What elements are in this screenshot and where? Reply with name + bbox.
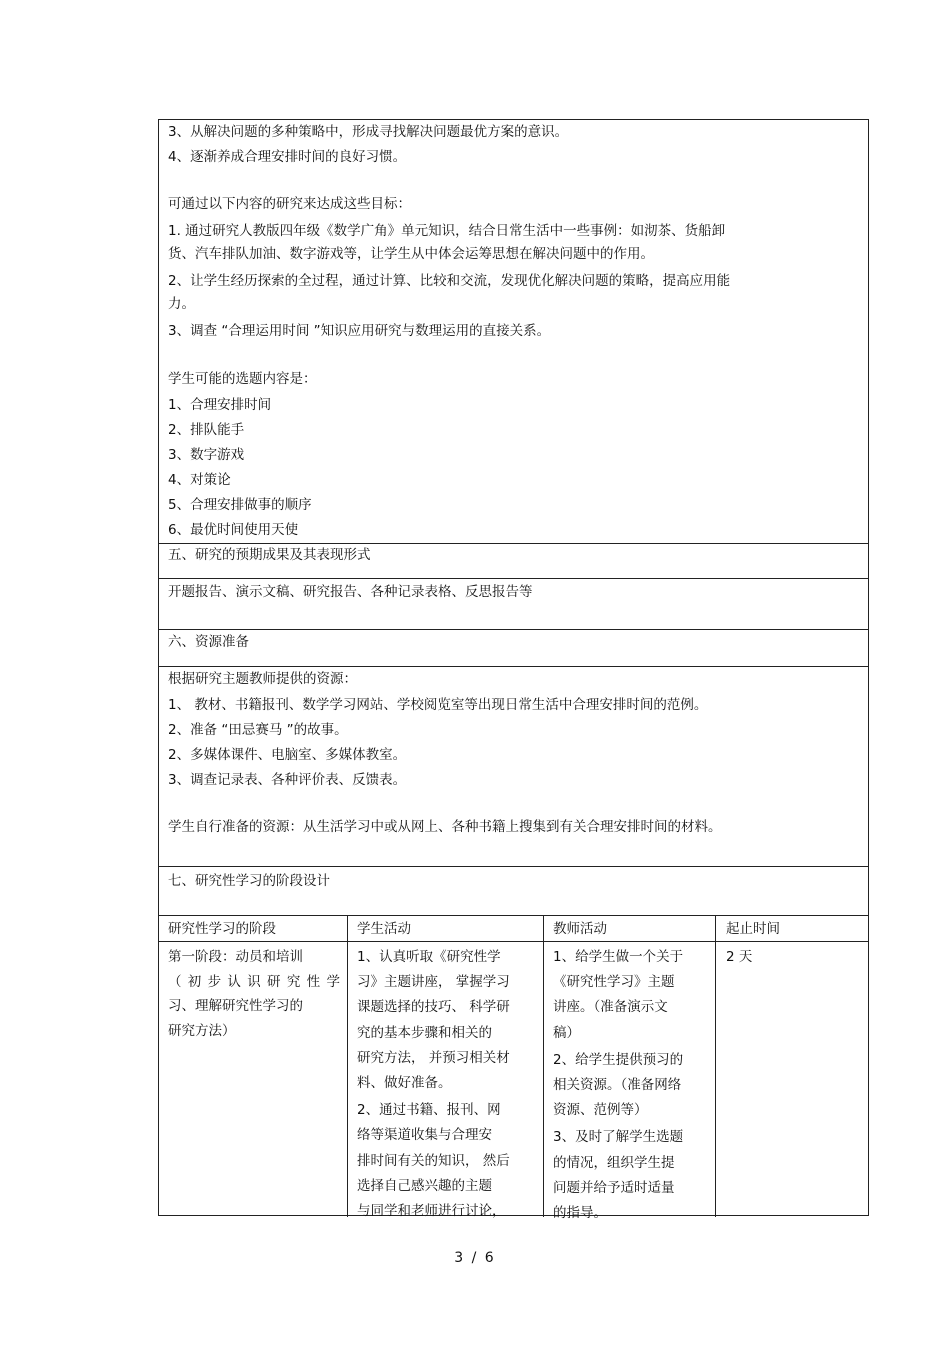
section6-heading: 六、资源准备	[168, 634, 249, 650]
table-header-teacher: 教师活动	[553, 921, 607, 937]
teacher-line: 的指导。	[553, 1205, 607, 1222]
table-header-stage: 研究性学习的阶段	[168, 921, 276, 937]
stage-line: 第一阶段：动员和培训	[168, 949, 303, 965]
student-line: 络等渠道收集与合理安	[357, 1127, 492, 1144]
intro-line: 可通过以下内容的研究来达成这些目标：	[168, 196, 411, 212]
student-line: 习》主题讲座， 掌握学习	[357, 974, 510, 991]
table-header-time: 起止时间	[726, 921, 780, 937]
row-divider	[159, 866, 868, 867]
row-divider	[159, 941, 868, 942]
table-header-student: 学生活动	[357, 921, 411, 937]
student-line: 课题选择的技巧、 科学研	[357, 999, 510, 1016]
section5-heading: 五、研究的预期成果及其表现形式	[168, 547, 371, 563]
column-divider	[347, 915, 348, 1217]
section5-body: 开题报告、演示文稿、研究报告、各种记录表格、反思报告等	[168, 584, 533, 600]
intro-line: 学生可能的选题内容是：	[168, 371, 317, 387]
intro-line: 1. 通过研究人教版四年级《数学广角》单元知识，结合日常生活中一些事例：如沏茶、货船卸	[168, 223, 726, 239]
document-table	[158, 119, 869, 1222]
teacher-line: 2、给学生提供预习的	[553, 1051, 684, 1068]
section6-line: 1、 教材、书籍报刊、数学学习网站、学校阅览室等出现日常生活中合理安排时间的范例。	[168, 697, 708, 713]
student-line: 研究方法， 并预习相关材	[357, 1049, 510, 1066]
student-line: 排时间有关的知识， 然后	[357, 1152, 510, 1169]
intro-line: 4、对策论	[168, 472, 231, 488]
section6-line: 2、准备 “田忌赛马 ”的故事。	[168, 722, 348, 738]
teacher-cell	[553, 945, 711, 1226]
intro-line: 3、数字游戏	[168, 447, 245, 463]
section7-heading: 七、研究性学习的阶段设计	[168, 873, 330, 889]
time-cell: 2 天	[726, 949, 753, 965]
row-divider	[159, 915, 868, 916]
stage-line: 习、理解研究性学习的	[168, 998, 303, 1014]
intro-line: 5、合理安排做事的顺序	[168, 497, 312, 513]
student-line: 与同学和老师进行讨论，	[357, 1203, 506, 1220]
student-line: 料、做好准备。	[357, 1075, 452, 1092]
intro-line: 2、排队能手	[168, 422, 245, 438]
intro-line: 3、从解决问题的多种策略中，形成寻找解决问题最优方案的意识。	[168, 124, 569, 140]
section6-line: 根据研究主题教师提供的资源：	[168, 671, 357, 687]
teacher-line: 的情况，组织学生提	[553, 1154, 675, 1171]
intro-line: 3、调查 “合理运用时间 ”知识应用研究与数理运用的直接关系。	[168, 323, 551, 339]
row-divider	[159, 578, 868, 579]
teacher-line: 讲座。（准备演示文	[553, 999, 668, 1016]
row-divider	[159, 629, 868, 630]
stage-cell	[168, 945, 340, 1043]
student-line: 2、通过书籍、报刊、网	[357, 1102, 501, 1119]
student-line: 究的基本步骤和相关的	[357, 1024, 492, 1041]
student-line: 选择自己感兴趣的主题	[357, 1177, 492, 1194]
student-cell	[357, 945, 539, 1224]
intro-line: 4、逐渐养成合理安排时间的良好习惯。	[168, 149, 407, 165]
teacher-line: 稿）	[553, 1024, 580, 1041]
stage-line: 研究方法）	[168, 1022, 236, 1039]
intro-line: 6、最优时间使用天使	[168, 522, 299, 538]
intro-line: 1、合理安排时间	[168, 397, 272, 413]
teacher-line: 问题并给予适时适量	[553, 1179, 675, 1196]
section6-line: 学生自行准备的资源：从生活学习中或从网上、各种书籍上搜集到有关合理安排时间的材料。	[168, 819, 722, 835]
intro-line: 力。	[168, 296, 195, 312]
teacher-line: 《研究性学习》主题	[553, 974, 675, 991]
column-divider	[543, 915, 544, 1217]
teacher-line: 资源、范例等）	[553, 1102, 648, 1119]
teacher-line: 1、给学生做一个关于	[553, 949, 684, 965]
page-number: 3 / 6	[454, 1250, 496, 1266]
intro-line: 货、汽车排队加油、数字游戏等，让学生从中体会运筹思想在解决问题中的作用。	[168, 246, 654, 262]
intro-line: 2、让学生经历探索的全过程，通过计算、比较和交流，发现优化解决问题的策略，提高应用能	[168, 273, 731, 289]
column-divider	[715, 915, 716, 1217]
section6-line: 2、多媒体课件、电脑室、多媒体教室。	[168, 747, 407, 763]
teacher-line: 相关资源。（准备网络	[553, 1077, 682, 1094]
student-line: 1、认真听取《研究性学	[357, 949, 501, 965]
teacher-line: 3、及时了解学生选题	[553, 1129, 684, 1146]
section6-line: 3、调查记录表、各种评价表、反馈表。	[168, 772, 407, 788]
stage-line: （初步认识研究性学	[168, 973, 340, 990]
